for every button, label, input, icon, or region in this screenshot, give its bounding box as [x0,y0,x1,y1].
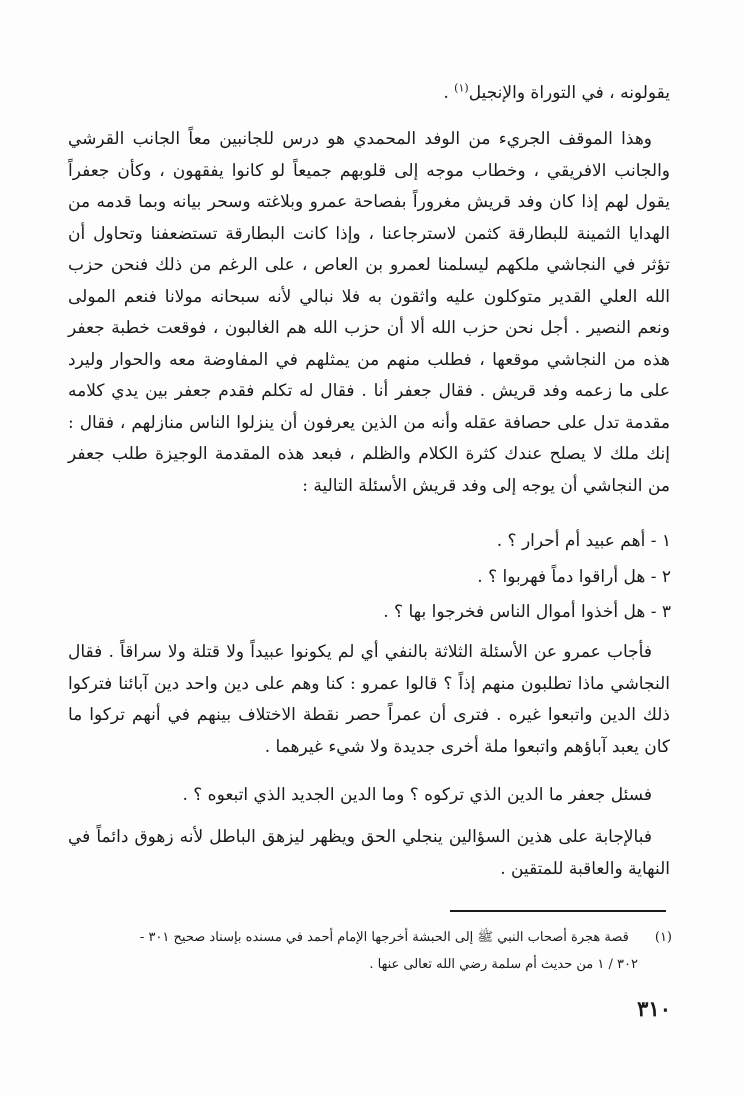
question-item-2: ٢ - هل أراقوا دماً فهربوا ؟ . [477,567,671,587]
opening-line-end: . [443,83,455,103]
paragraph-text: فسئل جعفر ما الدين الذي تركوه ؟ وما الدين الجديد الذي اتبعوه ؟ . [182,785,652,805]
footnote-divider [450,910,666,912]
page-number: ٣١٠ [637,996,671,1021]
opening-line-text: يقولونه ، في التوراة والإنجيل [468,83,670,103]
paragraph-amr-answer [68,637,670,763]
footnote-reference[interactable]: (١) [454,81,469,95]
question-item-1: ١ - أهم عبيد أم أحرار ؟ . [496,531,671,551]
paragraph-conclusion [68,822,670,885]
footnote-marker: (١) [654,930,672,945]
paragraph-text: فأجاب عمرو عن الأسئلة الثلاثة بالنفي أي لم يكونوا عبيداً ولا قتلة ولا سراقاً . فقال النجاشي ماذا تطلبون منهم إذاً ؟ قالوا عمرو : كنا وهم على دين واحد دين آبائنا فتركوا ذلك الدين واتبعوا غيره . فترى أن عمراً حصر نقطة الاختلاف بينهم في أنهم تركوا ما كان يعبد آباؤهم واتبعوا ملة أخرى جديدة ولا شيء غيرهما . [68,642,670,757]
paragraph-text: فبالإجابة على هذين السؤالين ينجلي الحق ويظهر ليزهق الباطل لأنه زهوق دائماً في النهاية والعاقبة للمتقين . [68,827,670,879]
opening-line [68,78,670,110]
paragraph-jafar-speech [68,124,670,502]
footnote-line-1: قصة هجرة أصحاب النبي ﷺ إلى الحبشة أخرجها الإمام أحمد في مسنده بإسناد صحيح ٣٠١ - [139,930,629,945]
question-item-3: ٣ - هل أخذوا أموال الناس فخرجوا بها ؟ . [383,602,671,622]
footnote [68,924,672,978]
paragraph-text: وهذا الموقف الجريء من الوفد المحمدي هو درس للجانبين معاً الجانب القرشي والجانب الافريقي ، وخطاب موجه إلى قلوبهم جميعاً لو كانوا يفقهون ، وكأن جعفراً يقول لهم إذا كان وفد قريش مغروراً بفصاحة عمرو وبلاغته وسحر بيانه وبما قدمه من الهدايا الثمينة للبطارقة كثمن لاسترجاعنا ، وإذا كانت البطارقة تستضعفنا وتحاول أن تؤثر في النجاشي ملكهم ليسلمنا لعمرو بن العاص ، على الرغم من ذلك فنحن حزب الله العلي القدير متوكلون عليه واثقون به فلا نبالي لأنه سبحانه مولانا فنعم المولى ونعم النصير . أجل نحن حزب الله ألا أن حزب الله هم الغالبون ، فوقعت خطبة جعفر هذه من النجاشي موقعها ، فطلب منهم من يمثلهم في المفاوضة معه والحوار وليرد على ما زعمه وفد قريش . فقال جعفر أنا . فقال له تكلم فقدم جعفر بين يدي كلامه مقدمة تدل على حصافة عقله وأنه من الذين يعرفون أن ينزلوا الناس منازلهم ، فقال : إنك ملك لا يصلح عندك كثرة الكلام والظلم ، فبعد هذه المقدمة الوجيزة طلب جعفر من النجاشي أن يوجه إلى وفد قريش الأسئلة التالية : [68,129,670,496]
paragraph-question [68,780,670,812]
footnote-line-2: ٣٠٢ / ١ من حديث أم سلمة رضي الله تعالى عنها . [369,957,638,972]
